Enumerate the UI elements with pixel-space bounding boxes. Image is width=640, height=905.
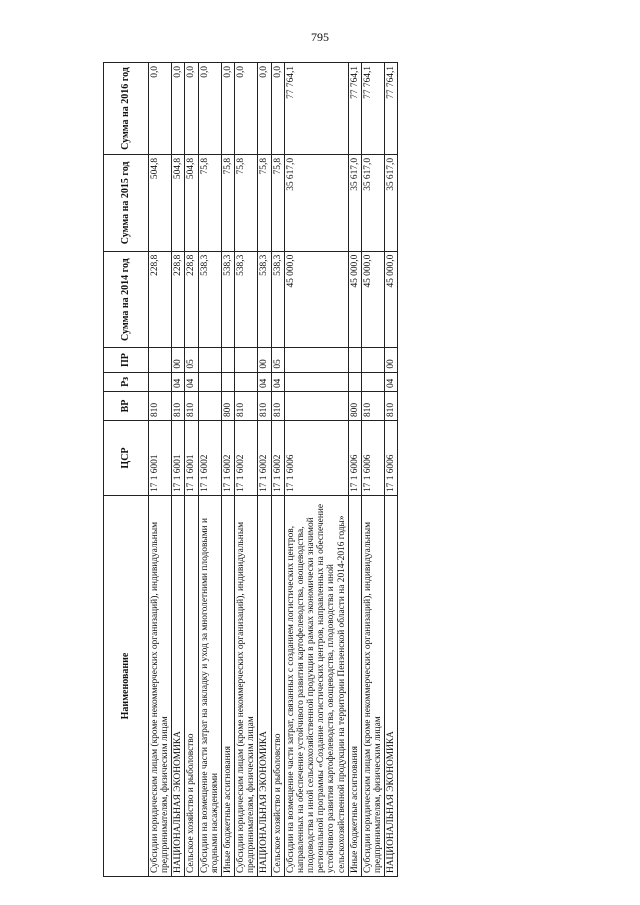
cell-sum-2016: 0,0: [185, 63, 198, 155]
cell-name: Иные бюджетные ассигнования: [221, 496, 234, 877]
cell-csr: 17 1 6002: [271, 421, 284, 496]
cell-sum-2014: 228,8: [185, 251, 198, 348]
cell-vr: 810: [258, 392, 271, 421]
header-pr: ПР: [104, 348, 149, 372]
table-row: [235, 63, 258, 877]
table-row: [361, 63, 384, 877]
cell-sum-2016: 0,0: [258, 63, 271, 155]
cell-rz: 04: [258, 372, 271, 391]
cell-rz: [198, 372, 221, 391]
cell-pr: 05: [271, 348, 284, 372]
cell-sum-2014: 538,3: [198, 251, 221, 348]
header-rz: Рз: [104, 372, 149, 391]
cell-vr: 800: [348, 392, 361, 421]
cell-pr: [221, 348, 234, 372]
cell-sum-2014: 228,8: [172, 251, 185, 348]
cell-rz: [348, 372, 361, 391]
cell-sum-2016: 0,0: [235, 63, 258, 155]
cell-csr: 17 1 6002: [198, 421, 221, 496]
cell-sum-2015: 75,8: [271, 154, 284, 251]
header-csr: ЦСР: [104, 421, 149, 496]
cell-rz: 04: [271, 372, 284, 391]
table-row: [348, 63, 361, 877]
cell-sum-2015: 35 617,0: [348, 154, 361, 251]
table-row: [271, 63, 284, 877]
cell-vr: 810: [235, 392, 258, 421]
cell-vr: 810: [185, 392, 198, 421]
cell-name: НАЦИОНАЛЬНАЯ ЭКОНОМИКА: [385, 496, 398, 877]
table-row: [258, 63, 271, 877]
cell-csr: 17 1 6002: [258, 421, 271, 496]
cell-sum-2015: 504,8: [149, 154, 172, 251]
cell-rz: [149, 372, 172, 391]
cell-pr: [149, 348, 172, 372]
cell-sum-2016: 0,0: [172, 63, 185, 155]
cell-sum-2016: 77 764,1: [284, 63, 348, 155]
cell-name: Иные бюджетные ассигнования: [348, 496, 361, 877]
cell-pr: [348, 348, 361, 372]
cell-csr: 17 1 6001: [185, 421, 198, 496]
cell-pr: [361, 348, 384, 372]
cell-rz: 04: [172, 372, 185, 391]
cell-name: Субсидии юридическим лицам (кроме некоммерческих организаций), индивидуальным предпринимателям, физическим лицам: [235, 496, 258, 877]
header-vr: ВР: [104, 392, 149, 421]
cell-vr: [284, 392, 348, 421]
cell-sum-2014: 45 000,0: [361, 251, 384, 348]
cell-sum-2016: 0,0: [198, 63, 221, 155]
cell-name: Сельское хозяйство и рыболовство: [271, 496, 284, 877]
cell-sum-2015: 504,8: [185, 154, 198, 251]
cell-csr: 17 1 6006: [284, 421, 348, 496]
cell-csr: 17 1 6002: [221, 421, 234, 496]
cell-sum-2016: 77 764,1: [361, 63, 384, 155]
header-sum-2016: Сумма на 2016 год: [104, 63, 149, 155]
cell-vr: 810: [385, 392, 398, 421]
cell-sum-2016: 0,0: [271, 63, 284, 155]
cell-name: НАЦИОНАЛЬНАЯ ЭКОНОМИКА: [258, 496, 271, 877]
cell-pr: [198, 348, 221, 372]
cell-sum-2016: 77 764,1: [385, 63, 398, 155]
rotated-table-area: [103, 62, 563, 877]
cell-pr: [284, 348, 348, 372]
cell-sum-2014: 45 000,0: [284, 251, 348, 348]
cell-rz: [221, 372, 234, 391]
cell-sum-2014: 538,3: [258, 251, 271, 348]
cell-sum-2015: 75,8: [221, 154, 234, 251]
page-number: 795: [311, 30, 329, 44]
cell-vr: 810: [172, 392, 185, 421]
cell-csr: 17 1 6006: [361, 421, 384, 496]
cell-pr: 00: [172, 348, 185, 372]
cell-sum-2015: 504,8: [172, 154, 185, 251]
cell-name: НАЦИОНАЛЬНАЯ ЭКОНОМИКА: [172, 496, 185, 877]
cell-name: Субсидии на возмещение части затрат, связанных с созданием логистических центров, направленных на обеспечение устойчивого развития картофелеводства, овощеводства, плодоводства и иной сельскохозяйственной продукции в рамках экономически значимой региональной программы «Создание логистических центров, направленных на обеспечение устойчивого развития картофелеводства, овощеводства, плодоводства и иной сельскохозяйственной продукции на территории Пензенской области на 2014-2016 годы»: [284, 496, 348, 877]
cell-rz: 04: [185, 372, 198, 391]
cell-sum-2014: 45 000,0: [348, 251, 361, 348]
cell-name: Сельское хозяйство и рыболовство: [185, 496, 198, 877]
cell-sum-2015: 75,8: [235, 154, 258, 251]
cell-sum-2014: 538,3: [235, 251, 258, 348]
rotated-page-content: [103, 62, 563, 877]
cell-sum-2016: 0,0: [221, 63, 234, 155]
table-row: [172, 63, 185, 877]
cell-sum-2014: 538,3: [221, 251, 234, 348]
header-sum-2014: Сумма на 2014 год: [104, 251, 149, 348]
cell-sum-2016: 77 764,1: [348, 63, 361, 155]
cell-sum-2015: 75,8: [198, 154, 221, 251]
cell-vr: 810: [271, 392, 284, 421]
table-row: [385, 63, 398, 877]
cell-csr: 17 1 6001: [172, 421, 185, 496]
cell-sum-2014: 45 000,0: [385, 251, 398, 348]
cell-sum-2015: 35 617,0: [385, 154, 398, 251]
cell-vr: 800: [221, 392, 234, 421]
cell-vr: 810: [361, 392, 384, 421]
cell-name: Субсидии на возмещение части затрат на закладку и уход за многолетними плодовыми и ягодными насаждениями: [198, 496, 221, 877]
cell-vr: [198, 392, 221, 421]
budget-table: [103, 62, 398, 877]
header-name: Наименование: [104, 496, 149, 877]
cell-vr: 810: [149, 392, 172, 421]
cell-sum-2014: 228,8: [149, 251, 172, 348]
table-row: [221, 63, 234, 877]
cell-name: Субсидии юридическим лицам (кроме некоммерческих организаций), индивидуальным предпринимателям, физическим лицам: [149, 496, 172, 877]
cell-sum-2015: 35 617,0: [361, 154, 384, 251]
cell-rz: [235, 372, 258, 391]
table-row: [284, 63, 348, 877]
cell-sum-2014: 538,3: [271, 251, 284, 348]
table-row: [185, 63, 198, 877]
cell-sum-2015: 75,8: [258, 154, 271, 251]
cell-sum-2016: 0,0: [149, 63, 172, 155]
cell-pr: 00: [258, 348, 271, 372]
table-row: [198, 63, 221, 877]
table-row: [149, 63, 172, 877]
cell-pr: [235, 348, 258, 372]
cell-name: Субсидии юридическим лицам (кроме некоммерческих организаций), индивидуальным предпринимателям, физическим лицам: [361, 496, 384, 877]
cell-csr: 17 1 6006: [348, 421, 361, 496]
cell-rz: [361, 372, 384, 391]
cell-sum-2015: 35 617,0: [284, 154, 348, 251]
cell-csr: 17 1 6006: [385, 421, 398, 496]
cell-pr: 00: [385, 348, 398, 372]
table-header-row: [104, 63, 149, 877]
cell-rz: 04: [385, 372, 398, 391]
header-sum-2015: Сумма на 2015 год: [104, 154, 149, 251]
cell-csr: 17 1 6002: [235, 421, 258, 496]
cell-csr: 17 1 6001: [149, 421, 172, 496]
cell-pr: 05: [185, 348, 198, 372]
cell-rz: [284, 372, 348, 391]
